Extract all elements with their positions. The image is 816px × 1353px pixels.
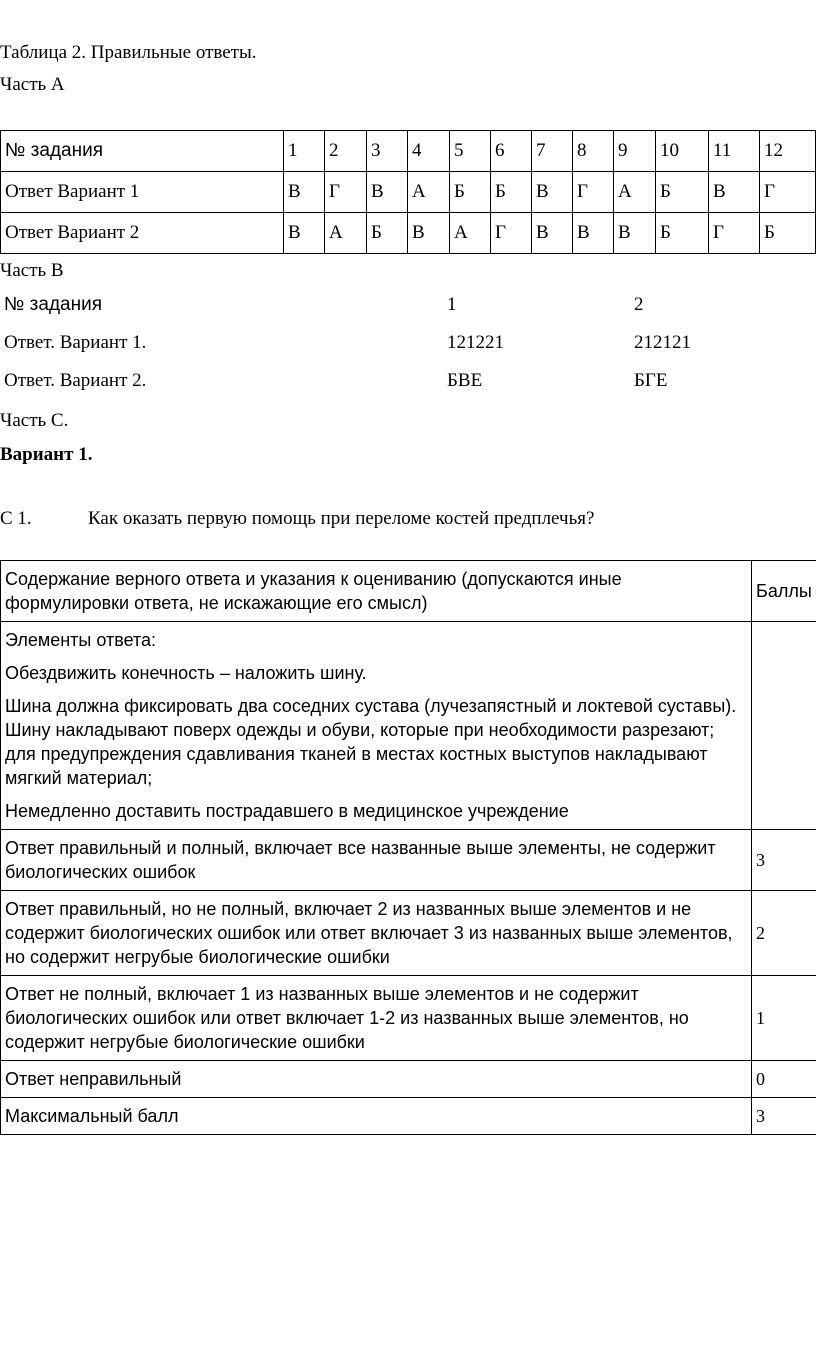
- table-row: [1, 976, 816, 1061]
- task-number: 5: [450, 131, 491, 172]
- task-number: 1: [447, 294, 457, 315]
- answer-cell: Г: [760, 172, 816, 213]
- answer-cell: Б: [367, 213, 408, 254]
- task-number: 10: [656, 131, 709, 172]
- table-row: [1, 561, 816, 622]
- answer-cell: В: [614, 213, 656, 254]
- answer-cell: БГЕ: [634, 370, 668, 391]
- answer-element: Немедленно доставить пострадавшего в медицинское учреждение: [5, 801, 569, 821]
- points-cell: 3: [752, 830, 816, 891]
- table-row: [1, 830, 816, 891]
- task-number: 11: [709, 131, 760, 172]
- answer-cell: Г: [709, 213, 760, 254]
- task-number: 3: [367, 131, 408, 172]
- points-cell: 3: [752, 1098, 816, 1135]
- table-row: [1, 622, 816, 830]
- answer-cell: А: [614, 172, 656, 213]
- answer-cell: Б: [656, 172, 709, 213]
- answer-cell: Г: [491, 213, 532, 254]
- task-number: 6: [491, 131, 532, 172]
- answer-cell: А: [450, 213, 491, 254]
- task-number: 2: [634, 294, 644, 315]
- table-row: [0, 362, 816, 400]
- task-number: 2: [325, 131, 367, 172]
- answer-cell: Б: [656, 213, 709, 254]
- points-header: Баллы: [752, 561, 816, 622]
- task-number: 12: [760, 131, 816, 172]
- part-b-heading: Часть В: [0, 260, 64, 281]
- variant-label: Ответ. Вариант 2.: [4, 370, 147, 391]
- criterion-text: Ответ неправильный: [1, 1061, 752, 1098]
- criterion-text: Ответ правильный, но не полный, включает 2 из названных выше элементов и не содержит биологических ошибок или ответ включает 3 из названных выше элементов, но содержит негрубые биологические ошибки: [1, 891, 752, 976]
- variant-heading: Вариант 1.: [0, 444, 93, 465]
- points-cell: 2: [752, 891, 816, 976]
- task-number: 9: [614, 131, 656, 172]
- answer-cell: БВЕ: [447, 370, 483, 391]
- answer-cell: Б: [450, 172, 491, 213]
- criterion-text: Ответ не полный, включает 1 из названных выше элементов и не содержит биологических ошибок или ответ включает 1-2 из названных выше элементов, но содержит негрубые биологические ошибки: [1, 976, 752, 1061]
- task-number: 1: [284, 131, 325, 172]
- table-title: Таблица 2. Правильные ответы.: [0, 42, 257, 63]
- part-c-heading: Часть С.: [0, 410, 69, 431]
- answer-cell: Б: [491, 172, 532, 213]
- task-number-header: № задания: [1, 131, 284, 172]
- answer-cell: В: [408, 213, 450, 254]
- part-a-heading: Часть А: [0, 74, 65, 95]
- part-a-answers-table: [0, 130, 816, 254]
- grading-criteria-table: [0, 560, 816, 1135]
- task-number: 4: [408, 131, 450, 172]
- table-row: [1, 131, 816, 172]
- points-cell: 0: [752, 1061, 816, 1098]
- answer-cell: В: [367, 172, 408, 213]
- table-row: [1, 891, 816, 976]
- answer-cell: В: [284, 213, 325, 254]
- task-number-header: № задания: [4, 294, 102, 315]
- points-cell: 1: [752, 976, 816, 1061]
- points-cell: [752, 622, 816, 830]
- variant-label: Ответ Вариант 1: [1, 172, 284, 213]
- table-row: [0, 286, 816, 324]
- table-row: [0, 324, 816, 362]
- answer-cell: А: [408, 172, 450, 213]
- criterion-text: Ответ правильный и полный, включает все названные выше элементы, не содержит биологических ошибок: [1, 830, 752, 891]
- criteria-header: Содержание верного ответа и указания к оцениванию (допускаются иные формулировки ответа, не искажающие его смысл): [1, 561, 752, 622]
- criterion-text: Максимальный балл: [1, 1098, 752, 1135]
- answer-cell: 212121: [634, 332, 691, 353]
- answer-cell: В: [532, 213, 573, 254]
- question-text: Как оказать первую помощь при переломе костей предплечья?: [88, 508, 595, 529]
- part-b-answers-table: [0, 286, 816, 400]
- answer-element: Элементы ответа:: [5, 630, 157, 650]
- table-row: [1, 1061, 816, 1098]
- answer-cell: Б: [760, 213, 816, 254]
- answer-elements: [1, 622, 752, 830]
- answer-cell: В: [284, 172, 325, 213]
- task-number: 8: [573, 131, 614, 172]
- answer-cell: 121221: [447, 332, 504, 353]
- variant-label: Ответ. Вариант 1.: [4, 332, 147, 353]
- variant-label: Ответ Вариант 2: [1, 213, 284, 254]
- table-row: [1, 1098, 816, 1135]
- table-row: [1, 213, 816, 254]
- answer-cell: Г: [573, 172, 614, 213]
- answer-cell: В: [709, 172, 760, 213]
- answer-cell: В: [573, 213, 614, 254]
- answer-cell: А: [325, 213, 367, 254]
- table-row: [1, 172, 816, 213]
- task-number: 7: [532, 131, 573, 172]
- answer-element: Обездвижить конечность – наложить шину.: [5, 663, 367, 683]
- question-number: С 1.: [0, 508, 32, 529]
- answer-element: Шина должна фиксировать два соседних сустава (лучезапястный и локтевой суставы). Шину накладывают поверх одежды и обуви, которые при необходимости разрезают; для предупреждения сдавливания тканей в местах костных выступов накладывают мягкий материал;: [5, 696, 737, 788]
- answer-cell: Г: [325, 172, 367, 213]
- answer-cell: В: [532, 172, 573, 213]
